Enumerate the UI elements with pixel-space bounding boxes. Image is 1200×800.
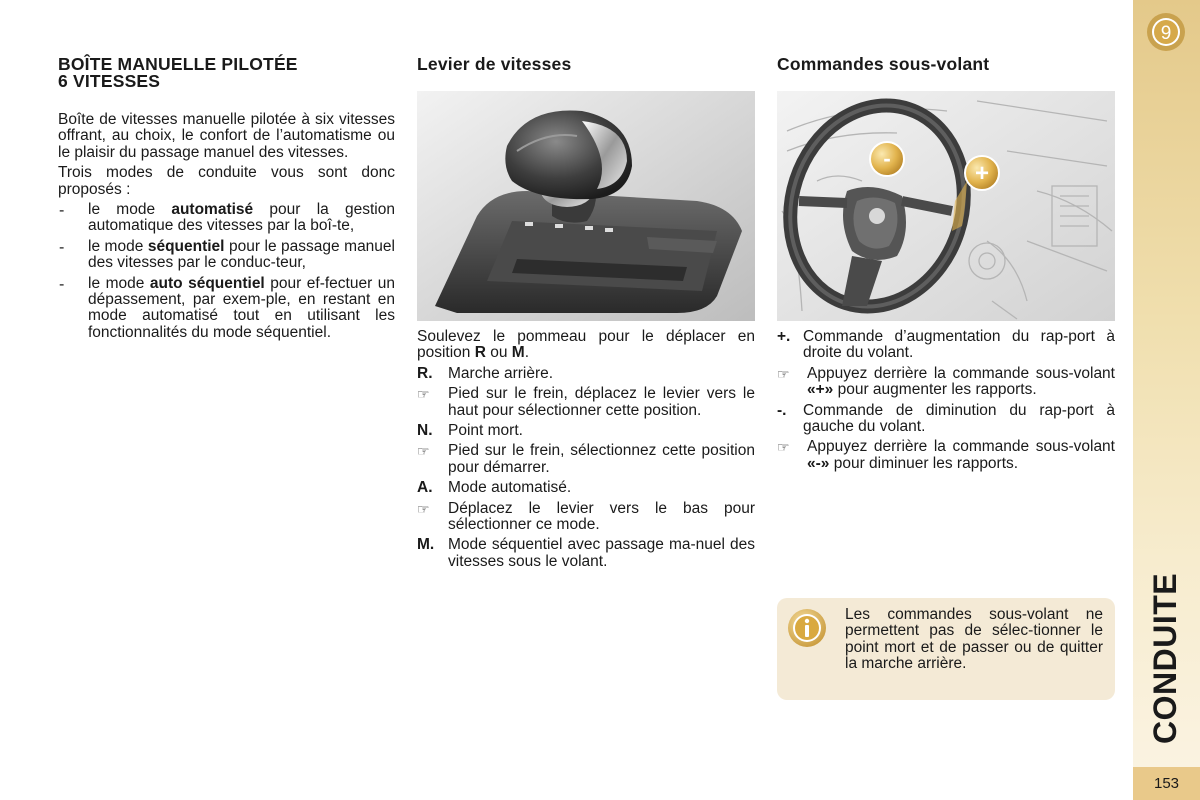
paddle-plus-label: + xyxy=(974,160,990,187)
control-label: +. xyxy=(777,328,791,345)
title-line-2: 6 VITESSES xyxy=(58,71,161,91)
list-item: +. Commande d’augmentation du rap-port à droite du volant. xyxy=(777,328,1115,362)
pointing-hand-icon: ☞ xyxy=(777,439,790,456)
page-number: 153 xyxy=(1133,767,1200,800)
section-title-steering-controls: Commandes sous-volant xyxy=(777,54,990,74)
position-label: N. xyxy=(417,422,433,440)
section-title-gear-lever: Levier de vitesses xyxy=(417,54,572,74)
chapter-number-badge xyxy=(1146,12,1186,52)
chapter-label: CONDUITE xyxy=(1147,572,1183,744)
steering-controls-body xyxy=(777,329,1115,476)
steering-wheel-image xyxy=(777,91,1115,321)
section-title-manual-gearbox xyxy=(58,56,395,90)
pointing-hand-icon: ☞ xyxy=(417,443,430,460)
dash-marker: - xyxy=(59,202,65,220)
gear-lever-illustration xyxy=(417,91,755,321)
position-label: R. xyxy=(417,364,433,382)
info-note xyxy=(777,598,1115,700)
list-item xyxy=(58,202,395,235)
list-item-text: le mode automatisé pour la gestion automatique des vitesses par la boî-te, xyxy=(88,201,395,235)
list-item xyxy=(58,239,395,272)
list-item-text: le mode auto séquentiel pour ef-fectuer un dépassement, par exem-ple, en restant en mode automatisé tout en utilisant les fonctionnalités du mode séquentiel. xyxy=(88,274,396,341)
list-item: N. Point mort. xyxy=(417,422,523,440)
list-item: ☞ Pied sur le frein, déplacez le levier vers le haut pour sélectionner cette position. xyxy=(417,385,755,419)
list-item: ☞ Pied sur le frein, sélectionnez cette position pour démarrer. xyxy=(417,442,755,476)
title-line-1: BOÎTE MANUELLE PILOTÉE xyxy=(58,54,298,74)
list-item: ☞ Appuyez derrière la commande sous-volant «-» pour diminuer les rapports. xyxy=(777,438,1115,472)
control-label: -. xyxy=(777,401,787,419)
list-item: ☞ Déplacez le levier vers le bas pour sélectionner ce mode. xyxy=(417,499,755,534)
chapter-number: 9 xyxy=(1160,23,1172,44)
position-label: A. xyxy=(417,479,433,497)
modes-intro: Trois modes de conduite vous sont donc proposés : xyxy=(58,164,395,198)
position-label: M. xyxy=(417,536,435,554)
pointing-hand-icon: ☞ xyxy=(777,365,790,382)
intro-paragraph: Boîte de vitesses manuelle pilotée à six vitesses offrant, au choix, le confort de l’automatisme ou le plaisir du passage manuel des vitesses. xyxy=(58,111,395,161)
note-text: Les commandes sous-volant ne permettent pas de sélec-tionner le point mort et de passer ou de quitter la marche arrière. xyxy=(845,606,1103,673)
list-item: ☞ Appuyez derrière la commande sous-volant «+» pour augmenter les rapports. xyxy=(777,364,1115,399)
info-icon xyxy=(787,608,827,648)
list-item: A. Mode automatisé. xyxy=(417,479,572,497)
dash-marker: - xyxy=(59,275,65,293)
list-item: M. Mode séquentiel avec passage ma-nuel des vitesses sous le volant. xyxy=(417,536,755,570)
list-item xyxy=(58,276,395,342)
paddle-minus-label: - xyxy=(883,146,891,171)
dash-marker: - xyxy=(59,238,65,256)
steering-wheel-illustration xyxy=(777,91,1115,321)
gear-lever-body xyxy=(417,329,755,574)
gear-lever-image xyxy=(417,91,755,321)
pointing-hand-icon: ☞ xyxy=(417,500,430,517)
intro-body xyxy=(58,112,395,345)
chapter-sidebar xyxy=(1133,0,1200,800)
gear-lever-intro: Soulevez le pommeau pour le déplacer en position R ou M. xyxy=(417,328,755,362)
list-item: R. Marche arrière. xyxy=(417,364,554,382)
list-item-text: le mode séquentiel pour le passage manuel des vitesses par le conduc-teur, xyxy=(88,237,395,272)
pointing-hand-icon: ☞ xyxy=(417,386,430,403)
list-item: -. Commande de diminution du rap-port à gauche du volant. xyxy=(777,401,1115,436)
